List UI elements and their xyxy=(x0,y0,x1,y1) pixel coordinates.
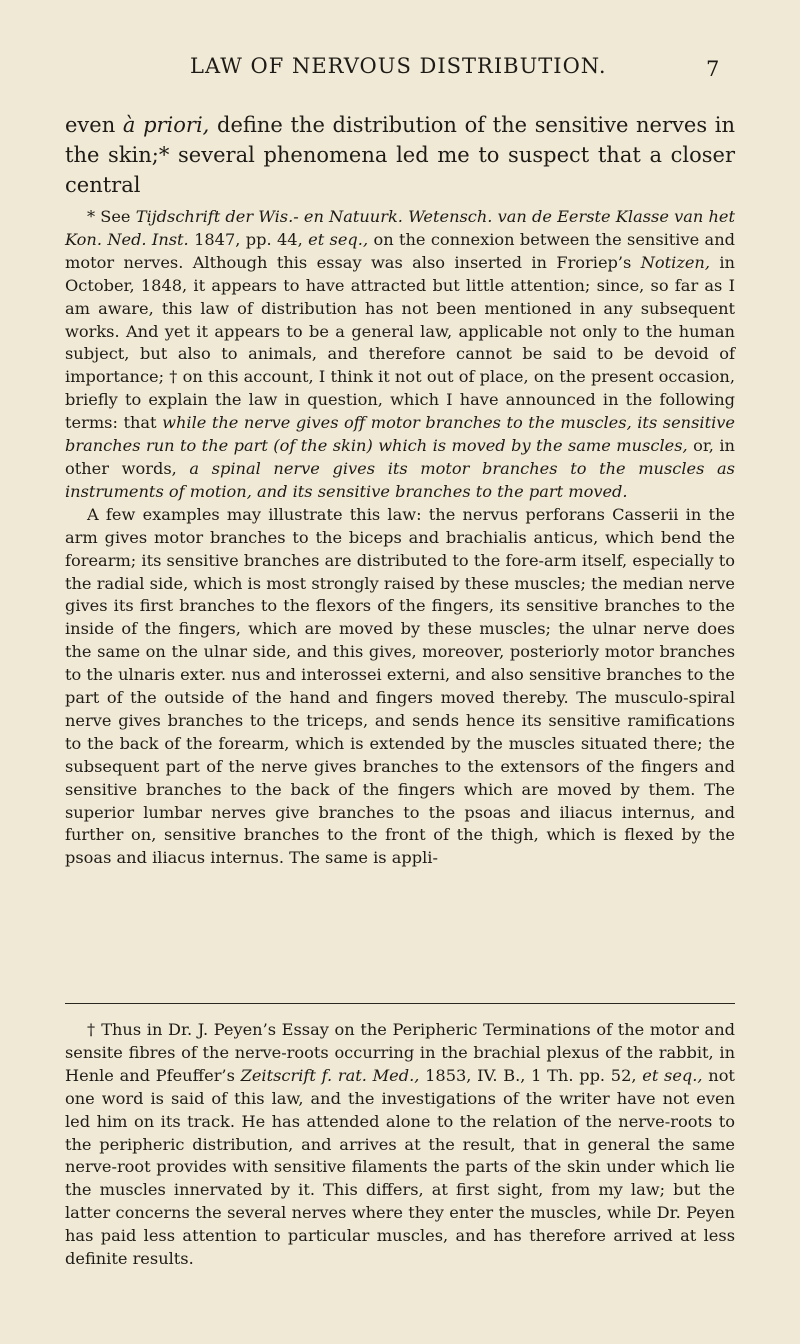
fn1-text-c: 1847, pp. 44, xyxy=(194,229,303,249)
main-text xyxy=(65,110,735,200)
fn1-et-seq: et seq., xyxy=(308,229,369,249)
page-number: 7 xyxy=(706,57,720,81)
fn1-law-statement-2: a spinal nerve gives its motor branches to the muscles as instruments of motion, and its sensitive branches to the part moved. xyxy=(65,458,735,501)
main-text-body: define the distribution of the sensitive nerves in the skin;* several phenomena led me to suspect that a closer central xyxy=(65,113,735,197)
page-header xyxy=(0,54,800,94)
footnote-divider xyxy=(65,1003,735,1004)
footnote-1-paragraph-2: A few examples may illustrate this law: the nervus perforans Casserii in the arm gives motor branches to the biceps and brachialis anticus, which bend the forearm; its sensitive branches are distributed to the fore-arm itself, especially to the radial side, which is most strongly raised by these muscles; the median nerve gives its first branches to the flexors of the fingers, its sensitive branches to the inside of the fingers, which are moved by these muscles; the ulnar nerve does the same on the ulnar side, and this gives, moreover, posteriorly motor branches to the ulnaris exter. nus and interossei externi, and also sensitive branches to the part of the outside of the hand and fingers moved thereby. The musculo-spiral nerve gives branches to the triceps, and sends hence its sensitive ramifications to the back of the forearm, which is extended by the muscles situated there; the subsequent part of the nerve gives branches to the extensors of the fingers and sensitive branches to the back of the fingers which are moved by them. The superior lumbar nerves give branches to the psoas and iliacus internus, and further on, sensitive branches to the front of the thigh, which is flexed by the psoas and iliacus internus. The same is appli- xyxy=(65,504,735,868)
fn1-text-a: * See xyxy=(87,207,131,226)
fn2-et-seq: et seq., xyxy=(642,1065,703,1085)
main-text-italic: à priori, xyxy=(122,113,210,137)
main-text-lead: even xyxy=(65,113,116,137)
footnote-2 xyxy=(65,1019,735,1271)
fn2-text-c: 1853, IV. B., 1 Th. pp. 52, xyxy=(425,1065,637,1085)
footnote-1 xyxy=(65,206,735,870)
running-head: LAW OF NERVOUS DISTRIBUTION. xyxy=(190,54,607,78)
fn1-text-e: on the connexion between the sensitive and motor nerves. Although this essay was also inserted in Froriep’s xyxy=(65,229,735,272)
fn1-text-i: or, in other words, xyxy=(65,436,735,478)
fn2-text-a: † Thus in Dr. J. Peyen’s Essay on the Peripheric Terminations of the motor and sensite fibres of the nerve-roots occurring in the brachial plexus of the rabbit, in Henle and Pfeuffer’s xyxy=(65,1020,735,1085)
fn1-journal-title: Tijdschrift der Wis.- en Natuurk. Wetensch. van de Eerste Klasse van het Kon. Ned. Inst. xyxy=(65,207,735,249)
fn2-text-e: not one word is said of this law, and the investigations of the writer have not even led him on its track. He has attended alone to the relation of the nerve-roots to the peripheric distribution, and arrives at the result, that in general the same nerve-root provides with sensitive filaments the parts of the skin under which lie the muscles innervated by it. This differs, at first sight, from my law; but the latter concerns the several nerves where they enter the muscles, while Dr. Peyen has paid less attention to particular muscles, and has therefore arrived at less definite results. xyxy=(65,1065,735,1269)
fn1-notizen: Notizen, xyxy=(640,252,711,272)
footnote-1-paragraph-1 xyxy=(65,206,735,504)
fn2-journal: Zeitscrift f. rat. Med., xyxy=(240,1065,420,1085)
fn1-text-g: in October, 1848, it appears to have attracted but little attention; since, so far as I am aware, this law of distribution has not been mentioned in any subsequent works. And yet it appears to be a general law, applicable not only to the human subject, but also to animals, and therefore cannot be said to be devoid of importance; † on this account, I think it not out of place, on the present occasion, briefly to explain the law in question, which I have announced in the following terms: that xyxy=(65,252,735,433)
fn1-law-statement-1: while the nerve gives off motor branches to the muscles, its sensitive branches run to the part (of the skin) which is moved by the same muscles, xyxy=(65,413,735,456)
footnote-2-paragraph xyxy=(65,1019,735,1271)
